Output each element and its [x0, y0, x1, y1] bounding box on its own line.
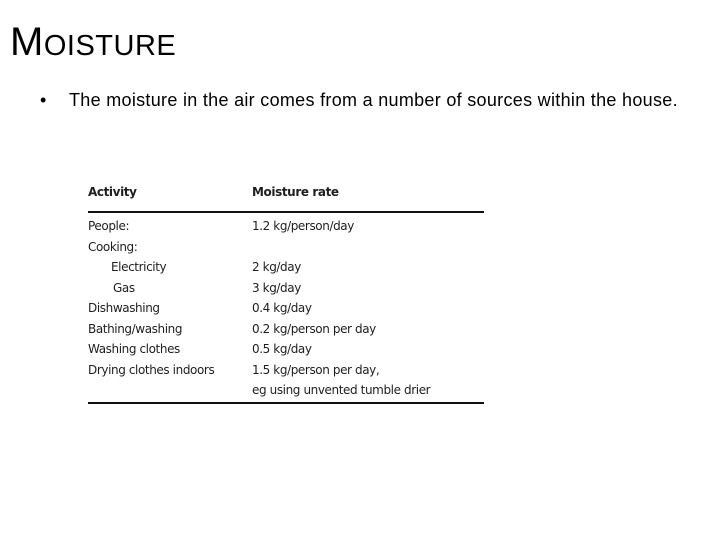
table-row	[88, 257, 484, 278]
header-moisture-rate: Moisture rate	[252, 183, 484, 212]
bullet-item	[40, 88, 680, 112]
header-activity: Activity	[88, 183, 252, 212]
activity-cell: Washing clothes	[88, 342, 180, 356]
table-header-row	[88, 183, 484, 212]
bullet-dot-icon: •	[40, 90, 47, 110]
bullet-list	[40, 88, 680, 112]
table-row	[88, 237, 484, 258]
activity-cell: Dishwashing	[88, 301, 160, 315]
rate-cell: 1.2 kg/person/day	[252, 219, 354, 233]
rate-cell: 3 kg/day	[252, 280, 301, 295]
activity-cell: Cooking:	[88, 239, 138, 254]
activity-cell: Drying clothes indoors	[88, 360, 252, 403]
rate-cell	[252, 237, 484, 258]
activity-cell: Gas	[113, 280, 135, 295]
table-row	[88, 339, 484, 360]
moisture-table	[88, 183, 484, 404]
moisture-table-area	[88, 183, 484, 404]
slide-title	[10, 22, 176, 62]
rate-line: 1.5 kg/person per day,	[252, 362, 380, 377]
activity-cell: Electricity	[111, 260, 167, 274]
rate-cell	[252, 360, 484, 403]
rate-cell: 0.2 kg/person per day	[252, 321, 376, 336]
rate-cell: 0.5 kg/day	[252, 342, 312, 356]
table-row	[88, 278, 484, 299]
slide-title-first-letter: M	[10, 20, 44, 64]
bullet-text: The moisture in the air comes from a number of sources within the house.	[69, 90, 678, 110]
table-row	[88, 360, 484, 403]
rate-cell: 0.4 kg/day	[252, 301, 312, 315]
rate-line-note: eg using unvented tumble drier	[252, 383, 431, 397]
activity-cell: People:	[88, 219, 130, 233]
rate-cell: 2 kg/day	[252, 260, 301, 274]
table-row	[88, 212, 484, 237]
activity-cell: Bathing/washing	[88, 321, 183, 336]
slide-title-rest: OISTURE	[43, 30, 177, 62]
table-row	[88, 319, 484, 340]
table-row	[88, 298, 484, 319]
